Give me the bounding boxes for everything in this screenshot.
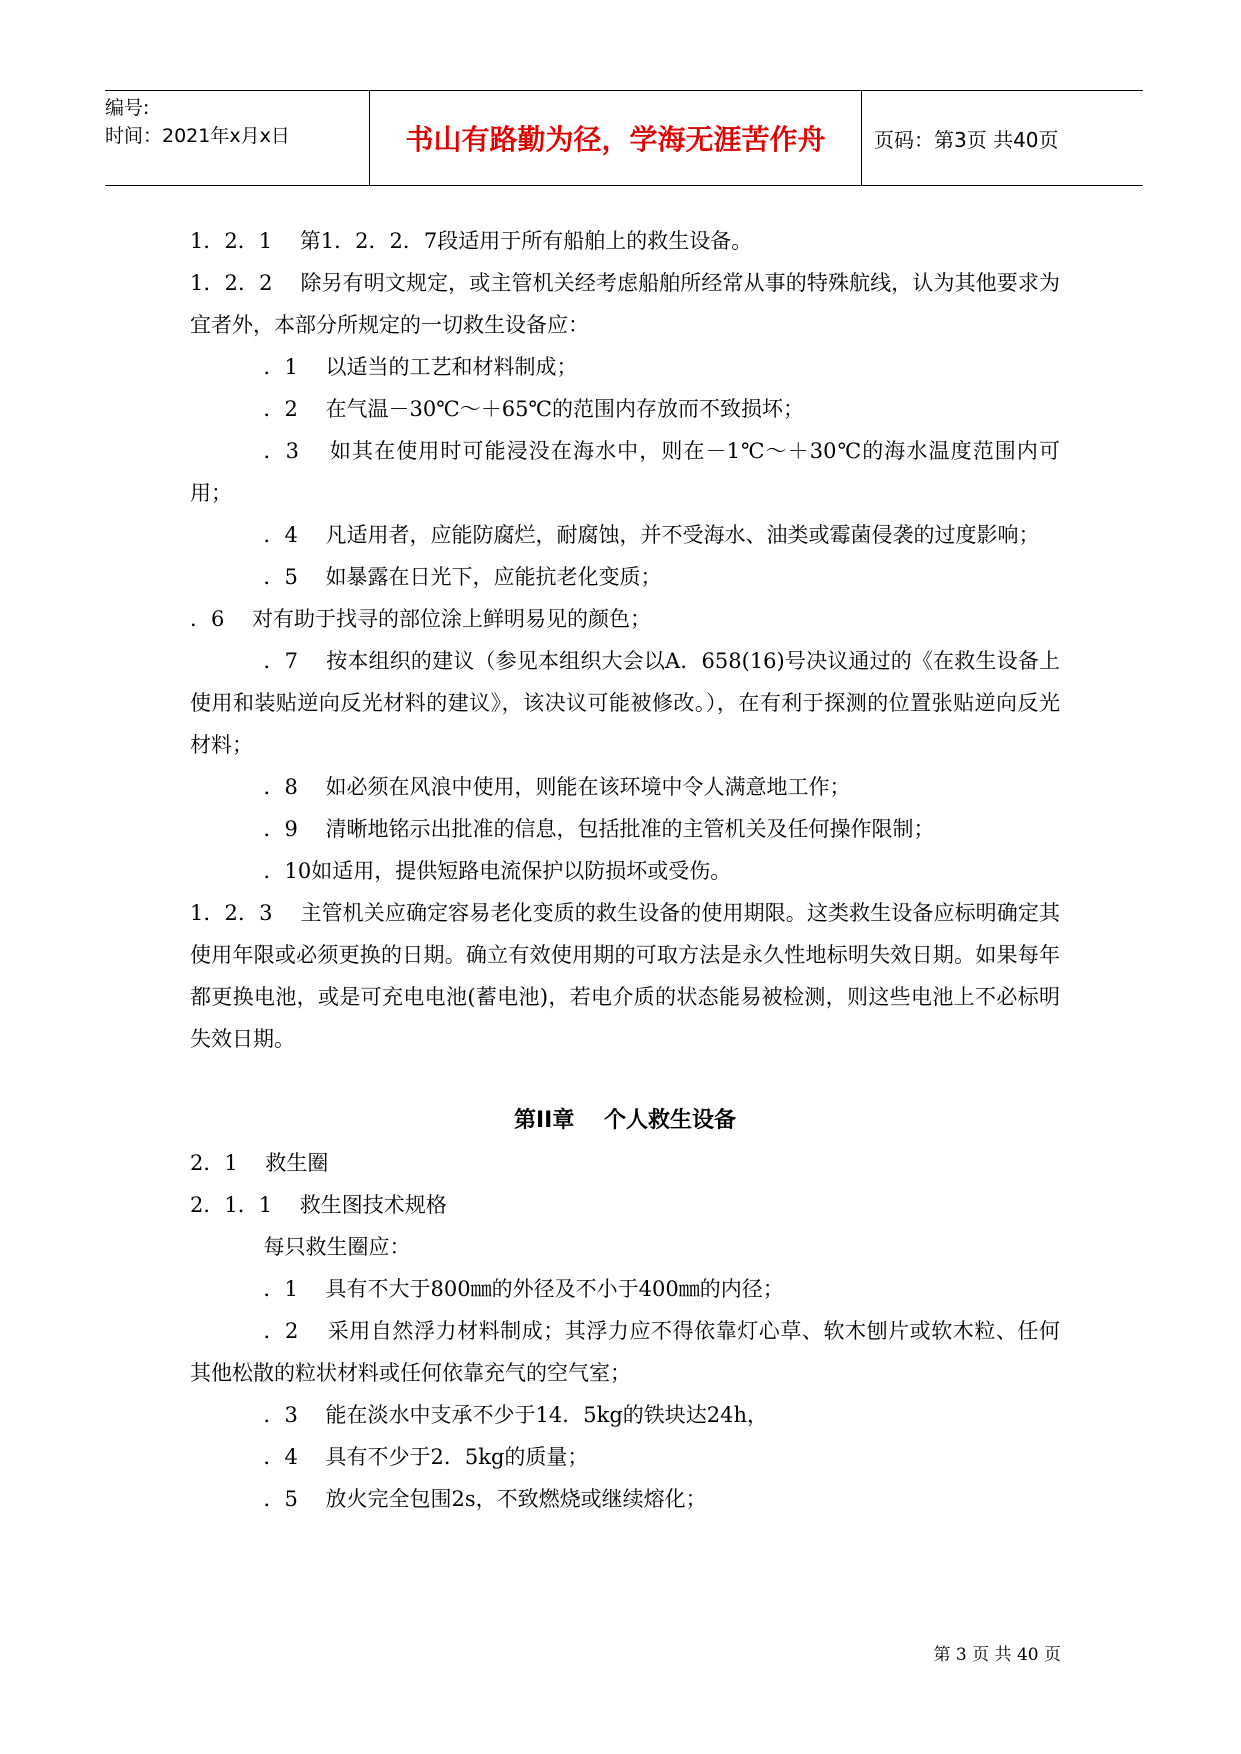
paragraph: 2．1 救生圈 <box>190 1151 329 1175</box>
paragraph: ．7 按本组织的建议（参见本组织大会以A．658(16)号决议通过的《在救生设备上使用和装贴逆向反光材料的建议》，该决议可能被修改。），在有利于探测的位置张贴逆向反光材料； <box>190 649 1060 757</box>
paragraph: ．1 以适当的工艺和材料制成； <box>263 355 578 379</box>
paragraph: 1．2．3 主管机关应确定容易老化变质的救生设备的使用期限。这类救生设备应标明确定其使用年限或必须更换的日期。确立有效使用期的可取方法是永久性地标明失效日期。如果每年都更换电池，或是可充电电池(蓄电池)，若电介质的状态能易被检测，则这些电池上不必标明失效日期。 <box>190 901 1060 1051</box>
paragraph: ．1 具有不大于800㎜的外径及不小于400㎜的内径； <box>263 1277 784 1301</box>
section-one-paragraphs <box>190 220 1060 1060</box>
header-motto: 书山有路勤为径，学海无涯苦作舟 <box>370 91 862 185</box>
paragraph: ．2 采用自然浮力材料制成；其浮力应不得依靠灯心草、软木刨片或软木粒、任何其他松散的粒状材料或任何依靠充气的空气室； <box>190 1319 1060 1385</box>
header-page-label: 页码：第3页 共40页 <box>874 127 1059 152</box>
paragraph: ．10如适用，提供短路电流保护以防损坏或受伤。 <box>263 859 732 883</box>
paragraph: ．4 具有不少于2．5kg的质量； <box>263 1445 589 1469</box>
section-two-paragraphs <box>190 1142 1060 1520</box>
paragraph: 1．2．1 第1．2．2．7段适用于所有船舶上的救生设备。 <box>190 229 753 253</box>
header-table <box>105 90 1143 186</box>
paragraph: ．6 对有助于找寻的部位涂上鲜明易见的颜色； <box>190 607 652 631</box>
paragraph: ．3 如其在使用时可能浸没在海水中，则在－1℃～＋30℃的海水温度范围内可用； <box>190 439 1060 505</box>
paragraph: ．8 如必须在风浪中使用，则能在该环境中令人满意地工作； <box>263 775 851 799</box>
paragraph: ．2 在气温－30℃～＋65℃的范围内存放而不致损坏； <box>263 397 804 421</box>
paragraph: 2．1．1 救生图技术规格 <box>190 1193 447 1217</box>
paragraph: ．5 如暴露在日光下，应能抗老化变质； <box>263 565 662 589</box>
document-number-label: 编号: <box>105 97 150 119</box>
paragraph: 1．2．2 除另有明文规定，或主管机关经考虑船舶所经常从事的特殊航线，认为其他要求为宜者外，本部分所规定的一切救生设备应： <box>190 271 1060 337</box>
paragraph: 每只救生圈应： <box>263 1235 411 1259</box>
page-footer: 第 3 页 共 40 页 <box>933 1645 1061 1665</box>
header-left-cell <box>105 91 370 185</box>
document-body <box>190 220 1060 1520</box>
paragraph: ．3 能在淡水中支承不少于14．5kg的铁块达24h， <box>263 1403 769 1427</box>
paragraph: ．4 凡适用者，应能防腐烂，耐腐蚀，并不受海水、油类或霉菌侵袭的过度影响； <box>263 523 1040 547</box>
paragraph: ．9 清晰地铭示出批准的信息，包括批准的主管机关及任何操作限制； <box>263 817 935 841</box>
document-time-label: 时间：2021年x月x日 <box>105 125 290 147</box>
paragraph: ．5 放火完全包围2s，不致燃烧或继续熔化； <box>263 1487 707 1511</box>
chapter-title: 第II章 个人救生设备 <box>513 1108 737 1133</box>
